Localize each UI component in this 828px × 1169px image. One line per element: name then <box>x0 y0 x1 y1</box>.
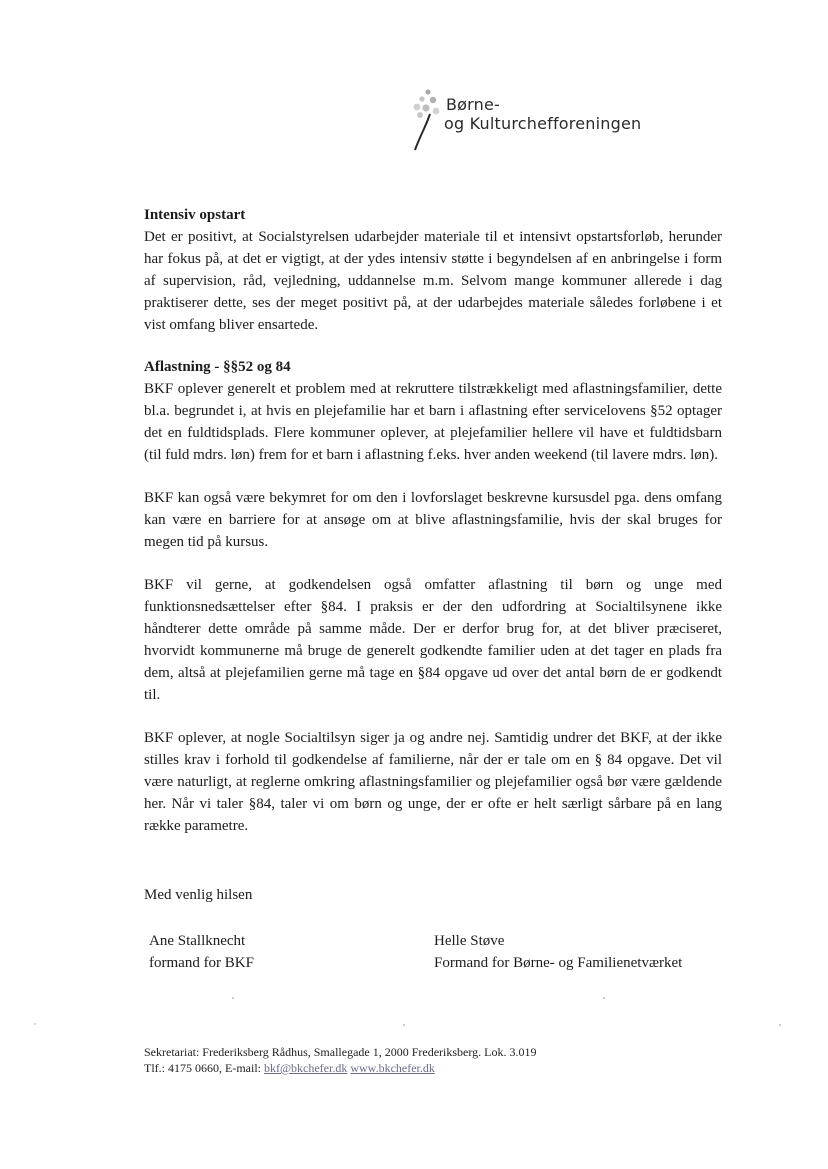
paragraph: BKF kan også være bekymret for om den i lovforslaget beskrevne kursusdel pga. dens omfang kan være en barriere for at ansøge om at blive aflastningsfamilie, hvis der skal bruges for megen tid på kursus. <box>144 490 722 550</box>
letter-footer <box>144 1044 536 1076</box>
paragraph: Det er positivt, at Socialstyrelsen udarbejder materiale til et intensivt opstartsforløb, herunder har fokus på, at det er vigtigt, at der ydes intensiv støtte i begyndelsen af en anbringelse i form af supervision, råd, vejledning, uddannelse m.m. Selvom mange kommuner allerede i dag praktiserer dette, ses der meget positivt på, at der udarbejdes materiale således forløbene i et vist omfang bliver ensartede. <box>144 229 722 333</box>
signatory-title: Formand for Børne- og Familienetværket <box>434 955 683 971</box>
logo-line-2: og Kulturchefforeningen <box>444 114 642 133</box>
logo-wordmark <box>446 95 641 133</box>
email-link[interactable]: bkf@bkchefer.dk <box>263 1061 348 1075</box>
section-intensiv-opstart <box>144 205 722 336</box>
section-aflastning <box>144 357 722 837</box>
website-link[interactable]: www.bkchefer.dk <box>350 1061 435 1075</box>
section-heading: Aflastning - §§52 og 84 <box>144 359 291 375</box>
footer-phone: Tlf.: 4175 0660, E-mail: <box>144 1061 261 1075</box>
paragraph: BKF oplever generelt et problem med at rekruttere tilstrækkeligt med aflastningsfamilier, dette bl.a. begrundet i, at hvis en plejefamilie har et barn i aflastning efter servicelovens §52 optager det en fuldtidsplads. Flere kommuner oplever, at plejefamilier hellere vil have et fuldtidsbarn (til fuld mdrs. løn) frem for et barn i aflastning f.eks. hver anden weekend (til lavere mdrs. løn). <box>144 381 722 463</box>
footer-address: Sekretariat: Frederiksberg Rådhus, Smallegade 1, 2000 Frederiksberg. Lok. 3.019 <box>144 1045 537 1059</box>
logo-line-1: Børne- <box>446 95 501 114</box>
flower-logo-icon <box>408 84 448 154</box>
signatory-name: Helle Støve <box>434 933 505 949</box>
signatory-title: formand for BKF <box>149 955 254 971</box>
signatory-name: Ane Stallknecht <box>149 933 246 949</box>
organization-logo <box>408 84 668 154</box>
paragraph: BKF oplever, at nogle Socialtilsyn siger ja og andre nej. Samtidig undrer det BKF, at der ikke stilles krav i forhold til godkendelse af familierne, når der er tale om en § 84 opgave. Det vil være naturligt, at reglerne omkring aflastningsfamilier og plejefamilier også bør være gældende her. Når vi taler §84, taler vi om børn og unge, der er ofte er helt særligt sårbare på en lang række parametre. <box>144 730 722 834</box>
footer-contact <box>144 1060 536 1076</box>
letter-body <box>144 205 722 858</box>
closing-greeting: Med venlig hilsen <box>144 887 253 903</box>
signature-block-ane-stallknecht <box>149 930 254 974</box>
paragraph: BKF vil gerne, at godkendelsen også omfatter aflastning til børn og unge med funktionsnedsættelser efter §84. I praksis er der den udfordring at Socialtilsynene ikke håndterer dette område på samme måde. Der er derfor brug for, at det bliver præciseret, hvorvidt kommunerne må bruge de generelt godkendte familier uden at det tager en plads fra dem, altså at plejefamilien gerne må tage en §84 opgave ud over det antal børn de er godkendt til. <box>144 577 722 703</box>
signature-block-helle-stoeve <box>434 930 682 974</box>
section-heading: Intensiv opstart <box>144 207 246 223</box>
